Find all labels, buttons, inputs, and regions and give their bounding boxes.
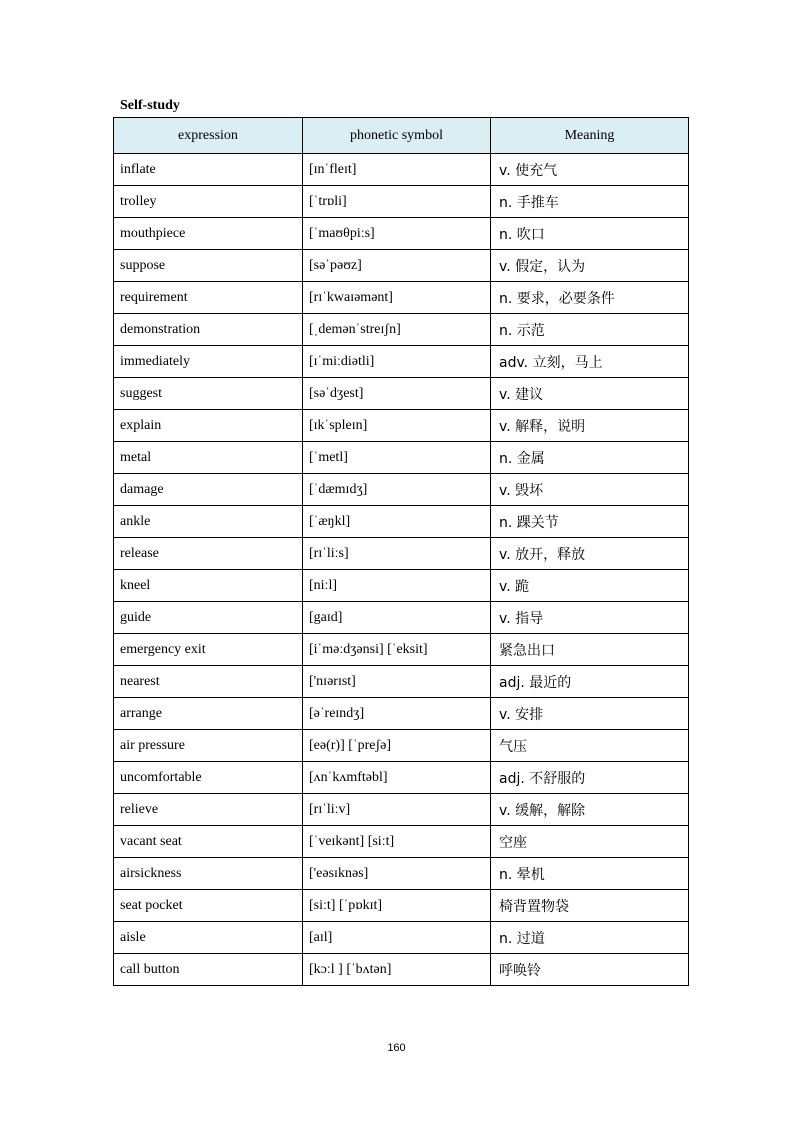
table-row (114, 346, 689, 378)
table-row (114, 218, 689, 250)
header-phonetic-symbol: phonetic symbol (303, 118, 491, 154)
expression-cell: vacant seat (114, 826, 303, 858)
phonetic-cell: [ˈmaʊθpiːs] (303, 218, 491, 250)
expression-cell: airsickness (114, 858, 303, 890)
table-row (114, 826, 689, 858)
phonetic-cell: [rɪˈliːv] (303, 794, 491, 826)
meaning-cell: adj. 最近的 (491, 666, 689, 698)
phonetic-cell: [rɪˈliːs] (303, 538, 491, 570)
table-row (114, 954, 689, 986)
meaning-cell: v. 指导 (491, 602, 689, 634)
phonetic-cell: [ˈdæmɪdʒ] (303, 474, 491, 506)
table-row (114, 858, 689, 890)
vocabulary-table (113, 117, 689, 986)
table-row (114, 154, 689, 186)
expression-cell: damage (114, 474, 303, 506)
table-row (114, 378, 689, 410)
phonetic-cell: [niːl] (303, 570, 491, 602)
meaning-cell: n. 要求，必要条件 (491, 282, 689, 314)
expression-cell: ankle (114, 506, 303, 538)
table-row (114, 922, 689, 954)
meaning-cell: n. 过道 (491, 922, 689, 954)
meaning-cell: v. 假定，认为 (491, 250, 689, 282)
meaning-cell: 空座 (491, 826, 689, 858)
table-row (114, 474, 689, 506)
meaning-cell: v. 安排 (491, 698, 689, 730)
meaning-cell: v. 毁坏 (491, 474, 689, 506)
meaning-cell: n. 示范 (491, 314, 689, 346)
table-row (114, 442, 689, 474)
expression-cell: trolley (114, 186, 303, 218)
table-row (114, 570, 689, 602)
table-row (114, 186, 689, 218)
meaning-cell: 气压 (491, 730, 689, 762)
expression-cell: nearest (114, 666, 303, 698)
phonetic-cell: [ʌnˈkʌmftəbl] (303, 762, 491, 794)
page-number: 160 (387, 1042, 406, 1054)
phonetic-cell: [ɪnˈfleɪt] (303, 154, 491, 186)
meaning-cell: v. 放开，释放 (491, 538, 689, 570)
phonetic-cell: ['eəsɪknəs] (303, 858, 491, 890)
phonetic-cell: [səˈpəʊz] (303, 250, 491, 282)
meaning-cell: v. 跪 (491, 570, 689, 602)
phonetic-cell: [aɪl] (303, 922, 491, 954)
expression-cell: guide (114, 602, 303, 634)
table-row (114, 730, 689, 762)
expression-cell: release (114, 538, 303, 570)
expression-cell: relieve (114, 794, 303, 826)
expression-cell: emergency exit (114, 634, 303, 666)
table-row (114, 506, 689, 538)
table-row (114, 698, 689, 730)
expression-cell: air pressure (114, 730, 303, 762)
phonetic-cell: [səˈdʒest] (303, 378, 491, 410)
expression-cell: arrange (114, 698, 303, 730)
table-row (114, 250, 689, 282)
phonetic-cell: [siːt] [ˈpɒkɪt] (303, 890, 491, 922)
expression-cell: metal (114, 442, 303, 474)
table-row (114, 762, 689, 794)
expression-cell: call button (114, 954, 303, 986)
meaning-cell: n. 手推车 (491, 186, 689, 218)
phonetic-cell: ['nɪərɪst] (303, 666, 491, 698)
expression-cell: suppose (114, 250, 303, 282)
phonetic-cell: [ˈveɪkənt] [siːt] (303, 826, 491, 858)
phonetic-cell: [ˈtrɒli] (303, 186, 491, 218)
expression-cell: kneel (114, 570, 303, 602)
phonetic-cell: [eə(r)] [ˈpreʃə] (303, 730, 491, 762)
header-meaning: Meaning (491, 118, 689, 154)
table-header-row (114, 118, 689, 154)
meaning-cell: v. 缓解，解除 (491, 794, 689, 826)
table-row (114, 314, 689, 346)
table-row (114, 410, 689, 442)
phonetic-cell: [ɪˈmiːdiətli] (303, 346, 491, 378)
meaning-cell: n. 踝关节 (491, 506, 689, 538)
meaning-cell: adv. 立刻，马上 (491, 346, 689, 378)
table-row (114, 666, 689, 698)
phonetic-cell: [kɔːl ] [ˈbʌtən] (303, 954, 491, 986)
phonetic-cell: [rɪˈkwaɪəmənt] (303, 282, 491, 314)
phonetic-cell: [əˈreɪndʒ] (303, 698, 491, 730)
expression-cell: explain (114, 410, 303, 442)
expression-cell: mouthpiece (114, 218, 303, 250)
phonetic-cell: [iˈməːdʒənsi] [ˈeksit] (303, 634, 491, 666)
expression-cell: suggest (114, 378, 303, 410)
expression-cell: demonstration (114, 314, 303, 346)
phonetic-cell: [ɪkˈspleɪn] (303, 410, 491, 442)
meaning-cell: v. 使充气 (491, 154, 689, 186)
header-expression: expression (114, 118, 303, 154)
expression-cell: seat pocket (114, 890, 303, 922)
expression-cell: requirement (114, 282, 303, 314)
phonetic-cell: [ˈmetl] (303, 442, 491, 474)
meaning-cell: adj. 不舒服的 (491, 762, 689, 794)
expression-cell: aisle (114, 922, 303, 954)
table-row (114, 890, 689, 922)
table-row (114, 282, 689, 314)
meaning-cell: n. 吹口 (491, 218, 689, 250)
meaning-cell: v. 解释，说明 (491, 410, 689, 442)
expression-cell: immediately (114, 346, 303, 378)
table-row (114, 634, 689, 666)
meaning-cell: n. 金属 (491, 442, 689, 474)
meaning-cell: v. 建议 (491, 378, 689, 410)
meaning-cell: 呼唤铃 (491, 954, 689, 986)
meaning-cell: n. 晕机 (491, 858, 689, 890)
phonetic-cell: [ˌdemənˈstreɪʃn] (303, 314, 491, 346)
expression-cell: inflate (114, 154, 303, 186)
vocabulary-table-body (114, 154, 689, 986)
section-title: Self-study (120, 98, 180, 113)
table-row (114, 538, 689, 570)
table-row (114, 794, 689, 826)
meaning-cell: 紧急出口 (491, 634, 689, 666)
phonetic-cell: [ˈæŋkl] (303, 506, 491, 538)
table-row (114, 602, 689, 634)
expression-cell: uncomfortable (114, 762, 303, 794)
meaning-cell: 椅背置物袋 (491, 890, 689, 922)
phonetic-cell: [gaɪd] (303, 602, 491, 634)
